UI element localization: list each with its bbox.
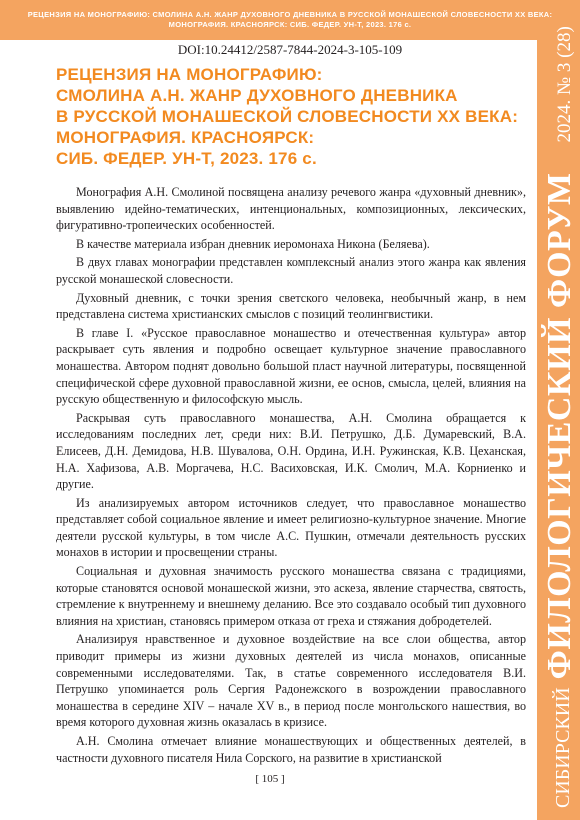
journal-side-banner [537, 26, 580, 820]
journal-name-big: ФИЛОЛОГИЧЕСКИЙ ФОРУМ [541, 172, 578, 680]
paragraph: В главе I. «Русское православное монашество и отечественная культура» автор раскрывает суть явления и подробно освещает культурное значение православного монашества. Автором поднят довольно большой пласт научной литературы, посвященной специфической сфере духовной православной жизни, ее основ, смысла, целей, влияния на русскую общественную и философскую мысль. [56, 325, 526, 407]
title-line: СИБ. ФЕДЕР. УН-Т, 2023. 176 с. [56, 149, 317, 168]
journal-name-small: СИБИРСКИЙ [552, 687, 574, 808]
running-header-line-2: МОНОГРАФИЯ. КРАСНОЯРСК: СИБ. ФЕДЕР. УН-Т, 2023. 176 с. [168, 20, 412, 29]
title-line: СМОЛИНА А.Н. ЖАНР ДУХОВНОГО ДНЕВНИКА [56, 86, 458, 105]
title-line: В РУССКОЙ МОНАШЕСКОЙ СЛОВЕСНОСТИ XX ВЕКА: [56, 107, 519, 126]
paragraph: В качестве материала избран дневник иеромонаха Никона (Беляева). [76, 236, 430, 251]
paragraph: В двух главах монографии представлен комплексный анализ этого жанра как явления русской монашеской словесности. [56, 255, 526, 286]
paragraph: Раскрывая суть православного монашества, А.Н. Смолина обращается к исследованиям последних лет, среди них: В.И. Петрушко, Д.Б. Думаревский, В.А. Елисеев, Д.Н. Демидова, Н.В. Шувалова, О.Н. Ордина, И.Н. Ружинская, К.В. Цеханская, Н.А. Хафизова, А.В. Моргачева, Н.С. Васиховская, И.К. Смолич, М.А. Корниенко и другие. [56, 410, 526, 492]
paragraph: Социальная и духовная значимость русского монашества связана с традициями, которые становятся основой монашеской жизни, это аскеза, явление старчества, святость, стремление к внутреннему и внешнему деланию. Все это создавало особый тип духовного влияния на христиан, становясь примером отказа от греха и стяжания добродетелей. [56, 564, 526, 628]
issue-number: 2024. № 3 (28) [554, 26, 575, 143]
title-line: МОНОГРАФИЯ. КРАСНОЯРСК: [56, 128, 315, 147]
journal-side-text [541, 26, 580, 808]
article-title [56, 64, 519, 169]
paragraph: Из анализируемых автором источников следует, что православное монашество представляет собой социальное явление и имеет религиозно-культурное значение. Многие деятели русской культуры, в том числе А.С. Пушкин, отмечали деятельность русских монахов в истории и просвещении страны. [56, 495, 526, 560]
paragraph: Анализируя нравственное и духовное воздействие на все слои общества, автор приводит примеры из жизни духовных деятелей из числа монахов, описанные современными исследователями. Так, в статье современного исследователя В.И. Петрушко упоминается роль Сергия Радонежского в возрождении православного монашества в середине XIV – начале XV в., в период после монгольского нашествия, во время которого духовная жизнь оказалась в кризисе. [56, 632, 526, 730]
doi: DOI:10.24412/2587-7844-2024-3-105-109 [177, 42, 403, 57]
article-body [56, 184, 526, 766]
running-header-line-1: РЕЦЕНЗИЯ НА МОНОГРАФИЮ: СМОЛИНА А.Н. ЖАНР ДУХОВНОГО ДНЕВНИКА В РУССКОЙ МОНАШЕСКОЙ СЛОВЕСНОСТИ XX ВЕКА: [27, 10, 553, 19]
paragraph: А.Н. Смолина отмечает влияние монашествующих и общественных деятелей, в частности духовного писателя Нила Сорского, на развитие в христианской [56, 734, 526, 765]
title-line: РЕЦЕНЗИЯ НА МОНОГРАФИЮ: [56, 65, 323, 84]
paragraph: Духовный дневник, с точки зрения светского человека, необычный жанр, в нем представлена система христианских смыслов с позиций теолингвистики. [56, 290, 526, 322]
page-number: [ 105 ] [255, 773, 285, 785]
running-header [0, 0, 580, 40]
paragraph: Монография А.Н. Смолиной посвящена анализу речевого жанра «духовный дневник», выявлению идейно-тематических, интенциональных, композиционных, лексических, фигуративно-тропеических особенностей. [56, 185, 526, 233]
